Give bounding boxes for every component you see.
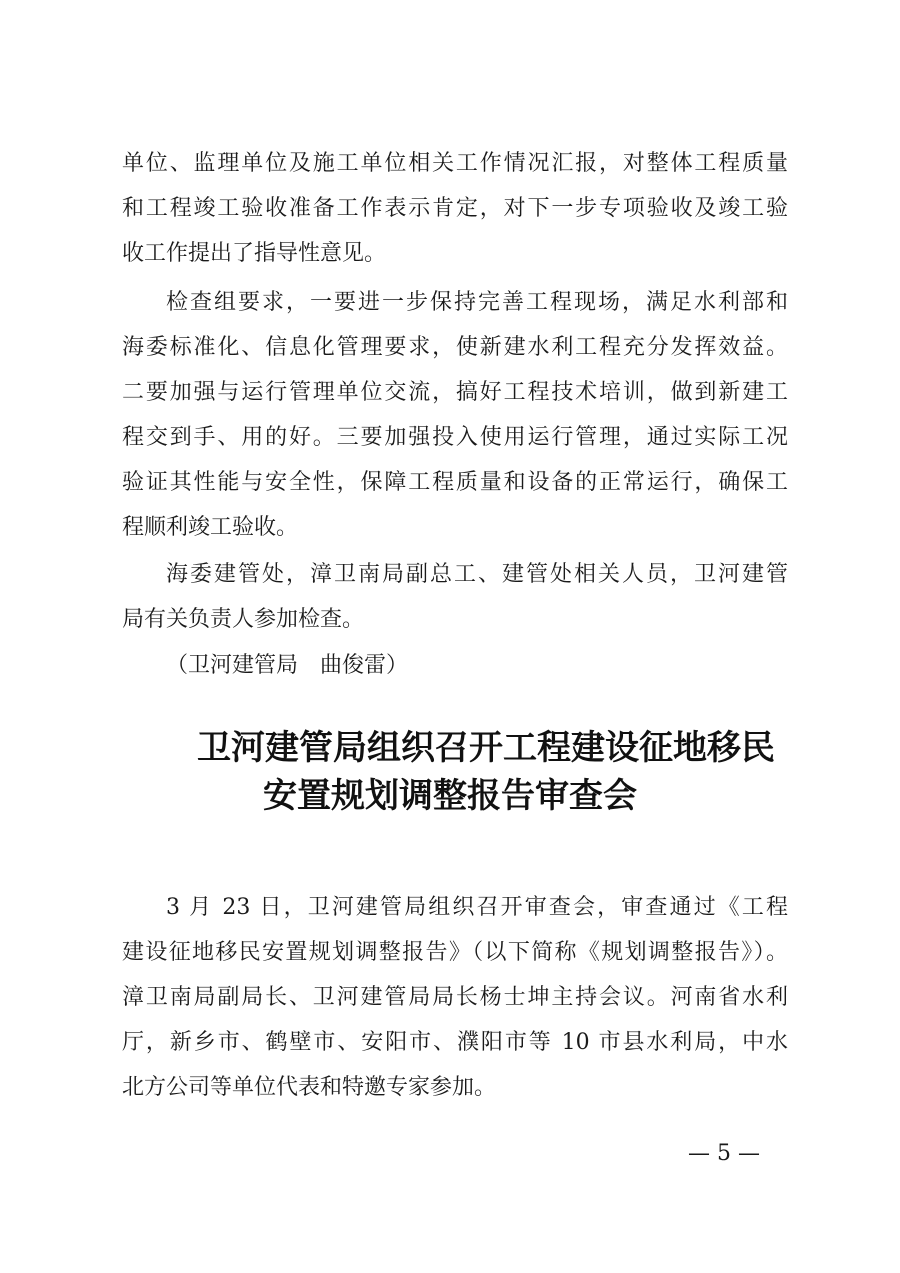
text-line: 程交到手、用的好。三要加强投入使用运行管理，通过实际工况 xyxy=(122,425,788,450)
text-line: 和工程竣工验收准备工作表示肯定，对下一步专项验收及竣工验 xyxy=(122,196,788,221)
text-line: 程顺利竣工验收。 xyxy=(122,515,299,540)
text-line: 厅，新乡市、鹤壁市、安阳市、濮阳市等 10 市县水利局，中水 xyxy=(122,1030,788,1055)
text-line: 海委建管处，漳卫南局副总工、建管处相关人员，卫河建管 xyxy=(166,562,788,587)
article2-paragraph-1 xyxy=(122,885,788,1110)
article1-paragraph-3 xyxy=(122,552,788,642)
text-line: 北方公司等单位代表和特邀专家参加。 xyxy=(122,1075,497,1100)
article2-title-line-1: 卫河建管局组织召开工程建设征地移民 xyxy=(197,728,775,768)
text-line: 3 月 23 日，卫河建管局组织召开审查会，审查通过《工程 xyxy=(166,895,788,920)
article1-paragraph-1 xyxy=(122,141,788,276)
text-line: 二要加强与运行管理单位交流，搞好工程技术培训，做到新建工 xyxy=(122,380,788,405)
page-number: — 5 — xyxy=(688,1141,760,1166)
article1-paragraph-2 xyxy=(122,280,788,550)
text-line: 验证其性能与安全性，保障工程质量和设备的正常运行，确保工 xyxy=(122,470,788,495)
text-line: 局有关负责人参加检查。 xyxy=(122,607,365,632)
text-line: 检查组要求，一要进一步保持完善工程现场，满足水利部和 xyxy=(166,290,788,315)
article2-title-line-2: 安置规划调整报告审查会 xyxy=(263,776,637,816)
text-line: 漳卫南局副局长、卫河建管局局长杨士坤主持会议。河南省水利 xyxy=(122,985,788,1010)
text-line: 海委标准化、信息化管理要求，使新建水利工程充分发挥效益。 xyxy=(122,335,788,360)
text-line: 收工作提出了指导性意见。 xyxy=(122,241,387,266)
article1-byline: （卫河建管局 曲俊雷） xyxy=(166,653,409,678)
text-line: 建设征地移民安置规划调整报告》（以下简称《规划调整报告》）。 xyxy=(122,940,788,965)
text-line: 单位、监理单位及施工单位相关工作情况汇报，对整体工程质量 xyxy=(122,151,788,176)
